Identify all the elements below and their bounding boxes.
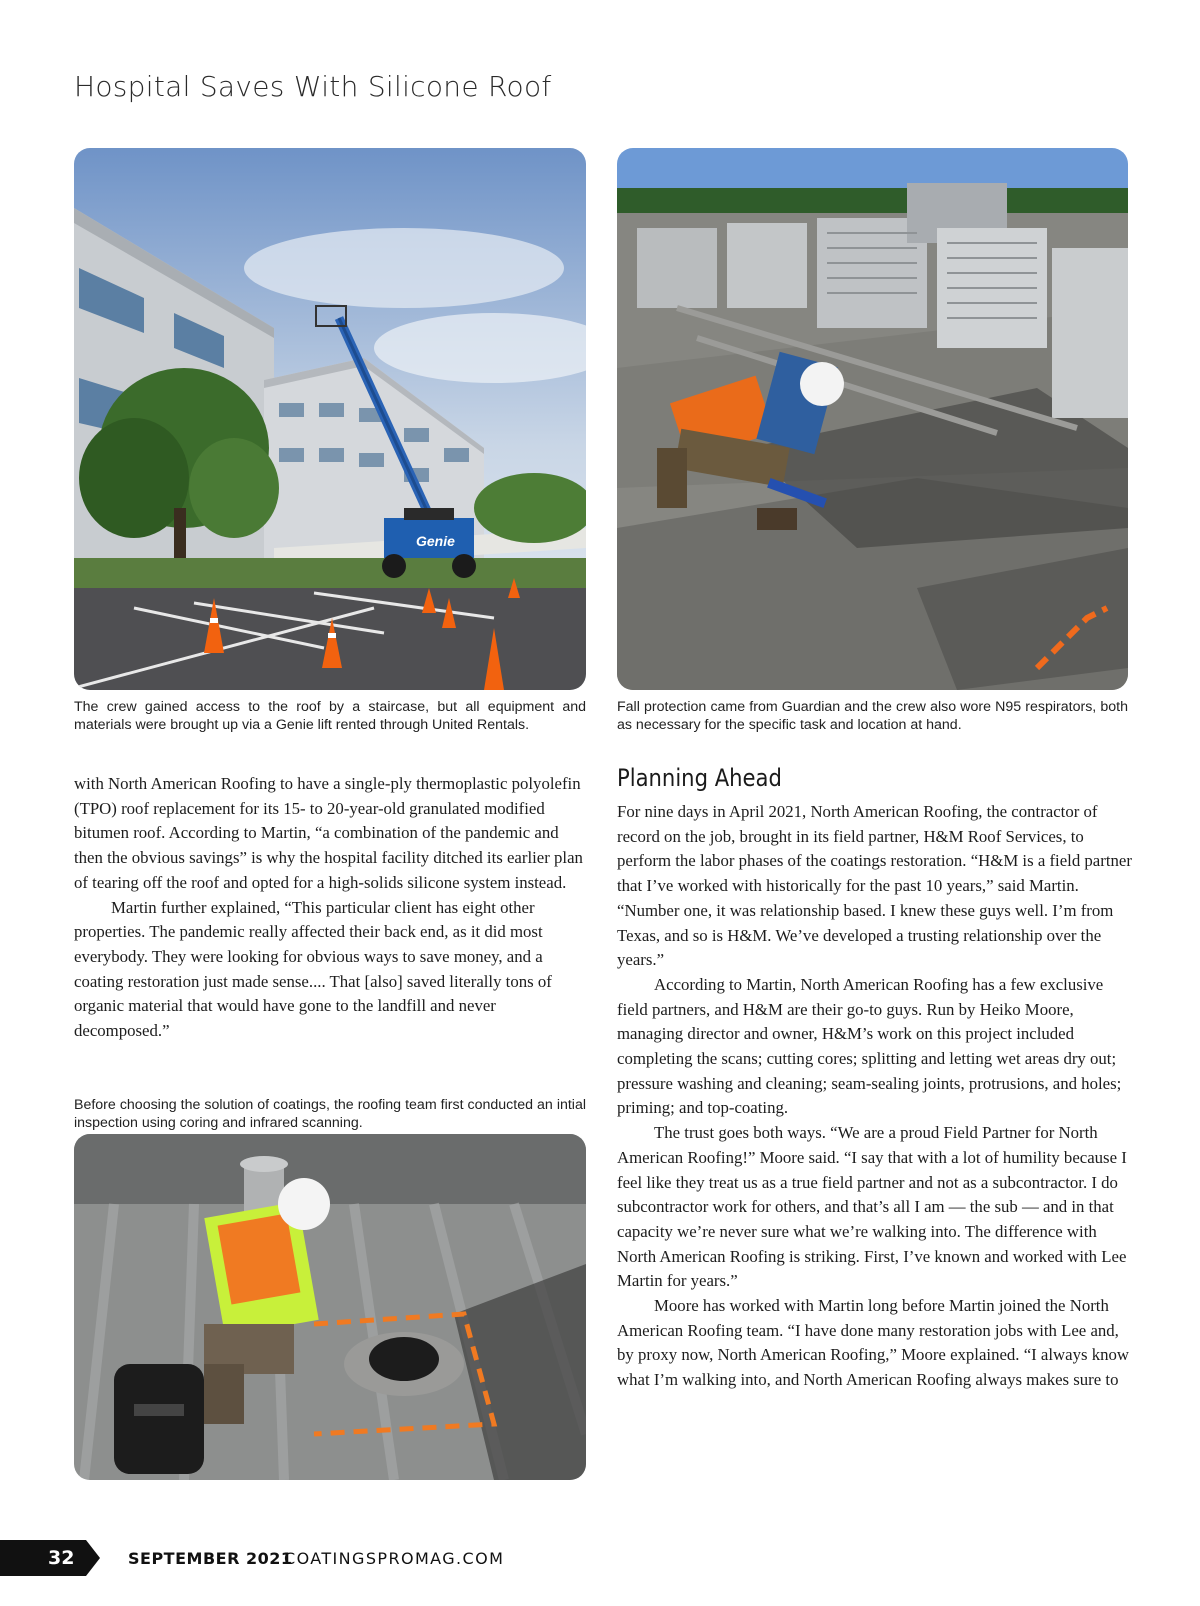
page-number-tab	[0, 1540, 100, 1576]
lift-brand-label: Genie	[416, 533, 455, 549]
caption-roof-worker: Fall protection came from Guardian and the crew also wore N95 respirators, both as necessary for the specific task and location at hand.	[617, 699, 1128, 733]
paragraph: Martin further explained, “This particular client has eight other properties. The pandemic really affected their back end, as it did most everybody. They were looking for obvious ways to save money, and a coating restoration just made sense.... That [also] saved literally tons of organic material that would have gone to the landfill and never decomposed.”	[74, 897, 552, 1041]
paragraph: The trust goes both ways. “We are a proud Field Partner for North American Roofing!” Moore said. “I say that with a lot of humility because I feel like they treat us as a true field partner and not as a subcontractor. I do subcontractor work for others, and that’s all I am — the sub — and in that capacity we’re never sure what we’re walking into. The difference with North American Roofing is striking. First, I’ve known and worked with Lee Martin for years.”	[617, 1123, 1127, 1291]
paragraph: According to Martin, North American Roofing has a few exclusive field partners, and H&M are their go-to guys. Run by Heiko Moore, managing director and owner, H&M’s work on this project included completing the scans; cutting cores; splitting and letting wet areas dry out; pressure washing and cleaning; seam-sealing joints, protrusions, and holes; priming; and top-coating.	[617, 974, 1122, 1118]
caption-inspection: Before choosing the solution of coatings, the roofing team first conducted an intial inspection using coring and infrared scanning.	[74, 1097, 586, 1131]
paragraph: Moore has worked with Martin long before Martin joined the North American Roofing team. “I have done many restoration jobs with Lee and, by proxy now, North American Roofing,” Moore explained. “I always know what I’m walking into, and North American Roofing always makes sure to	[617, 1296, 1130, 1390]
caption-genie-lift: The crew gained access to the roof by a staircase, but all equipment and materials were brought up via a Genie lift rented through United Rentals.	[74, 699, 586, 733]
photo-genie-lift	[74, 148, 586, 690]
page-footer	[0, 1540, 600, 1576]
section-heading: Planning Ahead	[617, 764, 782, 792]
paragraph: For nine days in April 2021, North American Roofing, the contractor of record on the job, brought in its field partner, H&M Roof Services, to perform the labor phases of the coatings restoration. “H&M is a field partner that I’ve worked with historically for the past 10 years,” said Martin. “Number one, it was relationship based. I knew these guys well. I’m from Texas, and so is H&M. We’ve developed a trusting relationship over the years.”	[617, 802, 1132, 970]
photo-roof-worker	[617, 148, 1128, 690]
article-left-column	[74, 772, 586, 1044]
article-right-column	[617, 800, 1132, 1393]
page-number: 32	[48, 1547, 75, 1569]
site-url: COATINGSPROMAG.COM	[284, 1549, 505, 1568]
issue-date: SEPTEMBER 2021	[128, 1549, 293, 1568]
running-head: Hospital Saves With Silicone Roof	[74, 70, 552, 103]
photo-roof-inspection	[74, 1134, 586, 1480]
paragraph: with North American Roofing to have a single-ply thermoplastic polyolefin (TPO) roof replacement for its 15- to 20-year-old granulated modified bitumen roof. According to Martin, “a combination of the pandemic and then the obvious savings” is why the hospital facility ditched its earlier plan of tearing off the roof and opted for a high-solids silicone system instead.	[74, 774, 583, 892]
